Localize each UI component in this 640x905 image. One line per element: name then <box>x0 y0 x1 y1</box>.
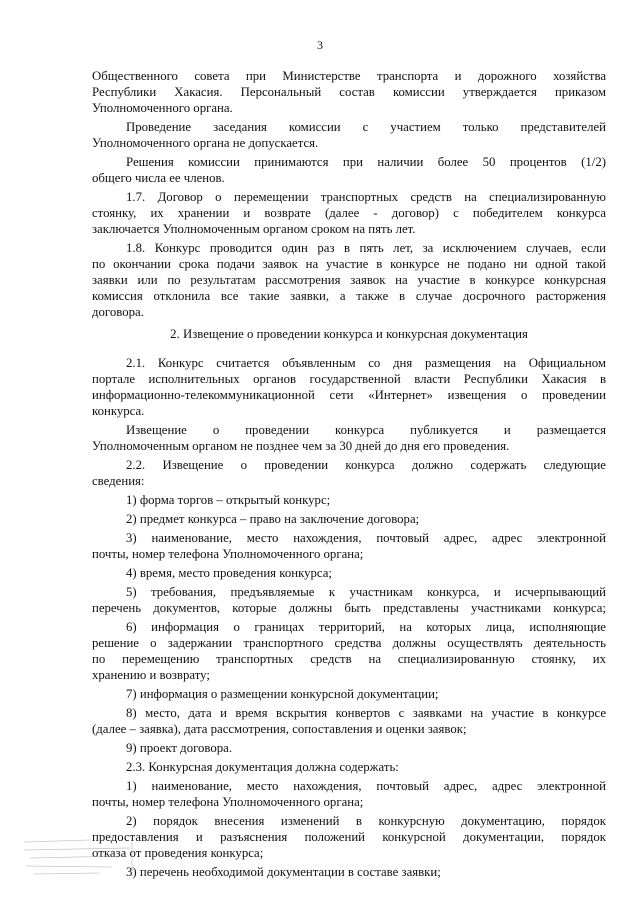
text-line: 1.7. Договор о перемещении транспортных средств на специализированную <box>126 190 606 204</box>
section-heading: 2. Извещение о проведении конкурса и конкурсная документация <box>170 327 528 341</box>
text-line: 1) наименование, место нахождения, почтовый адрес, адрес электронной <box>126 779 606 793</box>
text-line: по перемещению транспортных средств на специализированную стоянку, их <box>92 652 606 666</box>
text-line: Уполномоченным органом не позднее чем за 30 дней до дня его проведения. <box>92 439 510 453</box>
text-line: почты, номер телефона Уполномоченного органа; <box>92 795 364 809</box>
text-line: Республики Хакасия. Персональный состав комиссии утверждается приказом <box>92 85 606 99</box>
text-line: конкурса. <box>92 404 145 418</box>
page-number: 3 <box>317 38 323 52</box>
text-line: 3) перечень необходимой документации в составе заявки; <box>126 865 441 879</box>
text-line: почты, номер телефона Уполномоченного органа; <box>92 547 364 561</box>
text-line: 3) наименование, место нахождения, почтовый адрес, адрес электронной <box>126 531 606 545</box>
text-line: 2.1. Конкурс считается объявленным со дня размещения на Официальном <box>126 356 606 370</box>
text-line: 9) проект договора. <box>126 741 233 755</box>
text-line: договора. <box>92 305 144 319</box>
text-line: 2.2. Извещение о проведении конкурса должно содержать следующие <box>126 458 606 472</box>
text-line: заключается Уполномоченным органом сроком на пять лет. <box>92 222 416 236</box>
text-line: Извещение о проведении конкурса публикуется и размещается <box>126 423 606 437</box>
text-line: 1) форма торгов – открытый конкурс; <box>126 493 331 507</box>
text-line: хранению и возврату; <box>92 668 210 682</box>
text-line: 2) предмет конкурса – право на заключение договора; <box>126 512 420 526</box>
text-line: Решения комиссии принимаются при наличии более 50 процентов (1/2) <box>126 155 606 169</box>
faded-stamp-mark <box>20 836 140 880</box>
text-line: комиссия отклонила все такие заявки, а также в случае досрочного расторжения <box>92 289 606 303</box>
text-line: Уполномоченного органа. <box>92 101 233 115</box>
text-line: 7) информация о размещении конкурсной документации; <box>126 687 439 701</box>
text-line: 6) информация о границах территорий, на которых лица, исполняющие <box>126 620 606 634</box>
text-line: стоянку, их хранении и возврате (далее - договор) с победителем конкурса <box>92 206 606 220</box>
text-line: по окончании срока подачи заявок на участие в конкурсе не подано ни одной такой <box>92 257 606 271</box>
text-line: отказа от проведения конкурса; <box>92 846 264 860</box>
text-line: общего числа ее членов. <box>92 171 225 185</box>
text-line: 1.8. Конкурс проводится один раз в пять лет, за исключением случаев, если <box>126 241 606 255</box>
text-line: сведения: <box>92 474 145 488</box>
text-line: 4) время, место проведения конкурса; <box>126 566 332 580</box>
text-line: решение о задержании транспортного средства должны осуществлять деятельность <box>92 636 606 650</box>
text-line: 5) требования, предъявляемые к участникам конкурса, и исчерпывающий <box>126 585 606 599</box>
text-line: перечень документов, которые должны быть представлены участниками конкурса; <box>92 601 606 615</box>
text-line: информационно-телекоммуникационной сети «Интернет» извещения о проведении <box>92 388 606 402</box>
text-line: (далее – заявка), дата рассмотрения, сопоставления и оценки заявок; <box>92 722 467 736</box>
text-line: 2.3. Конкурсная документация должна содержать: <box>126 760 399 774</box>
text-line: предоставления и разъяснения положений конкурсной документации, порядок <box>92 830 606 844</box>
text-line: 2) порядок внесения изменений в конкурсную документацию, порядок <box>126 814 606 828</box>
text-line: портале исполнительных органов государственной власти Республики Хакасия в <box>92 372 606 386</box>
text-line: 8) место, дата и время вскрытия конвертов с заявками на участие в конкурсе <box>126 706 606 720</box>
text-line: Уполномоченного органа не допускается. <box>92 136 319 150</box>
text-line: Общественного совета при Министерстве транспорта и дорожного хозяйства <box>92 69 606 83</box>
text-line: заявки или по результатам рассмотрения заявок на участие в конкурсе конкурсная <box>92 273 606 287</box>
text-line: Проведение заседания комиссии с участием только представителей <box>126 120 606 134</box>
